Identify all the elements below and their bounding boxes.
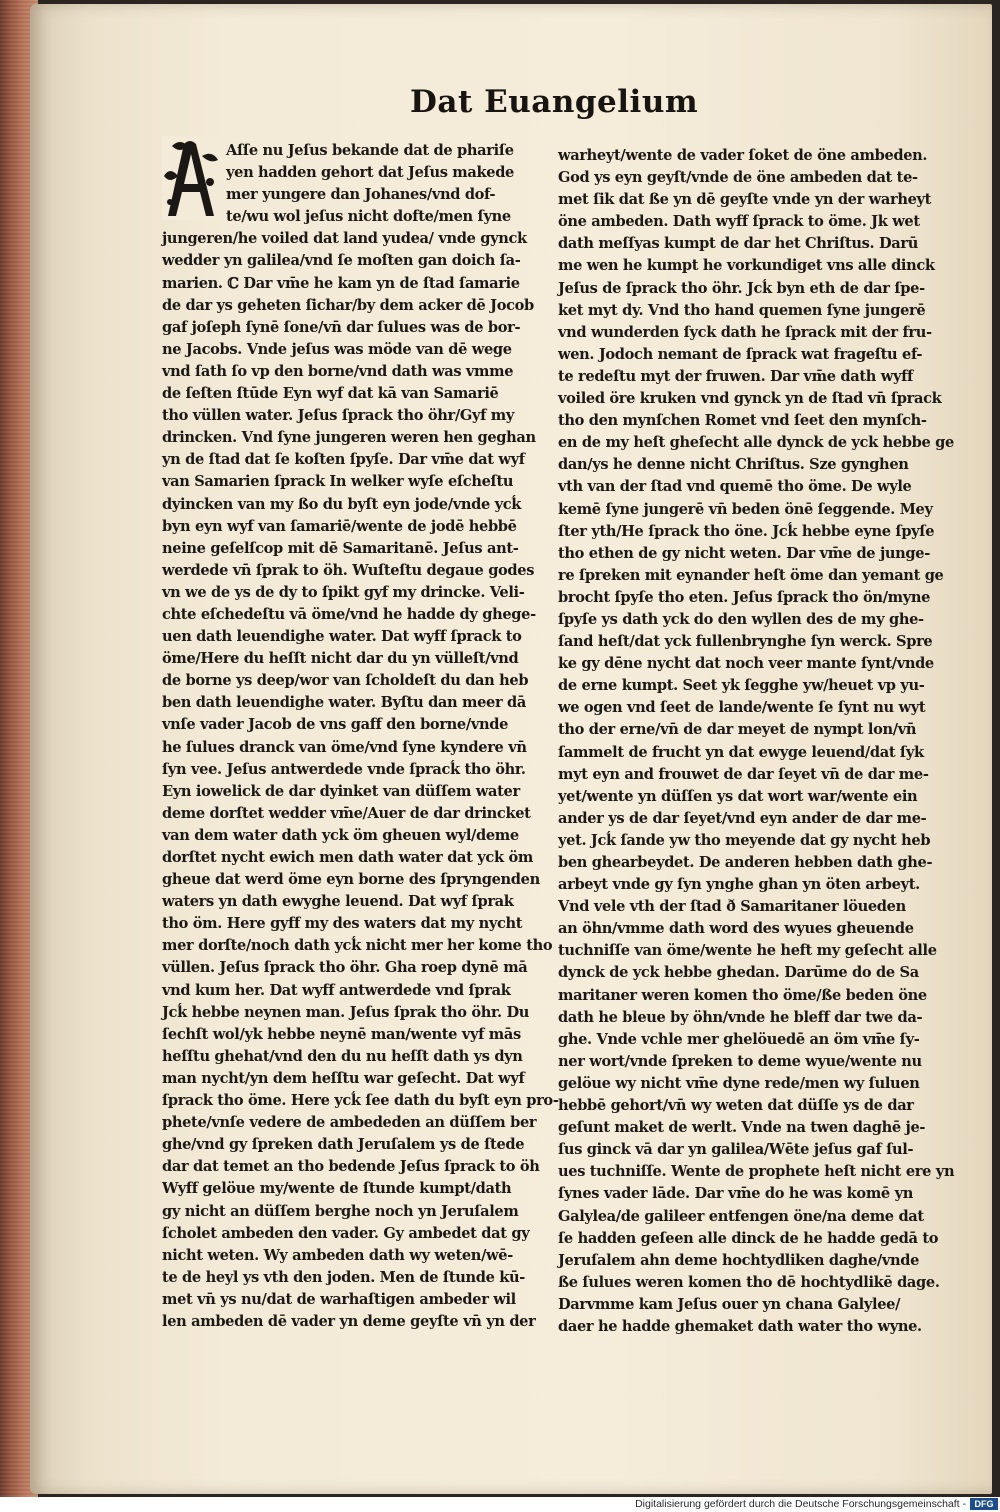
text-line: ſechſt wol/yk hebbe neynē man/wente vyf mās bbox=[162, 1025, 521, 1043]
text-line: len ambeden dē vader yn deme geyſte vn̄ yn der bbox=[162, 1312, 536, 1330]
text-line: Galylea/de galileer entfengen öne/na deme dat bbox=[558, 1207, 924, 1225]
digitization-footer bbox=[0, 1497, 1000, 1512]
text-line: met ſik dat ße yn dē geyſte vnde yn der warheyt bbox=[558, 191, 932, 209]
text-line: ſand heſt/dat yck fullenbrynghe ſyn werck. Spre bbox=[558, 633, 933, 651]
text-line: vüllen. Jeſus ſprack tho öhr. Gha roep dynē mā bbox=[162, 959, 528, 977]
text-line: marien. ℂ Dar vm̄e he kam yn de ſtad ſamarie bbox=[162, 274, 520, 292]
right-text-column bbox=[558, 145, 955, 1338]
text-line: Wyff gelöue my/wente de ſtunde kumpt/dath bbox=[162, 1180, 512, 1198]
text-line: yn de ſtad dat ſe koſten ſpyſe. Dar vm̄e dat wyf bbox=[162, 451, 525, 469]
text-line: arbeyt vnde gy ſyn ynghe ghan yn öten arbeyt. bbox=[558, 876, 920, 894]
text-line: dorſtet nycht ewich men dath water dat yck öm bbox=[162, 849, 533, 866]
text-line: maritaner weren komen tho öme/ße beden öne bbox=[558, 986, 927, 1004]
text-line: de borne ys deep/wor van ſcholdeſt du dan heb bbox=[162, 672, 529, 690]
running-head: Dat Euangelium bbox=[410, 84, 699, 120]
dfg-logo: DFG bbox=[970, 1498, 998, 1510]
text-line: ke gy dēne nycht dat noch veer mante ſynt/vnde bbox=[558, 655, 934, 673]
text-line: yet. Jcḱ ſande yw tho meyende dat gy nycht heb bbox=[558, 831, 931, 849]
text-line: geſunt maket de werlt. Vnde na twen daghē je- bbox=[558, 1119, 926, 1137]
text-line: dan/ys he denne nicht Chriſtus. Sze gynghen bbox=[558, 456, 909, 474]
text-line: Jcḱ hebbe neynen man. Jeſus ſprak tho öhr. Du bbox=[162, 1003, 530, 1021]
text-line: God ys eyn geyſt/vnde de öne ambeden dat te- bbox=[558, 169, 918, 187]
text-line: ße ſulues weren komen tho dē hochtydlikē dage. bbox=[558, 1273, 940, 1291]
text-line: de ſeſten ſtūde Eyn wyf dat kā van Samariē bbox=[162, 385, 499, 403]
text-line: Aſſe nu Jeſus bekande dat de phariſe bbox=[226, 142, 514, 159]
text-line: vnd wunderden ſyck dath he ſprack mit der fru- bbox=[558, 323, 932, 341]
text-line: we ogen vnd ſeet de lande/wente ſe ſynt nu wyt bbox=[558, 699, 926, 717]
text-line: he ſulues dranck van öme/vnd ſyne kyndere vn̄ bbox=[162, 738, 527, 756]
text-line: ſpyſe ys dath yck do den wyllen des de my ghe- bbox=[558, 610, 924, 628]
text-line: ander ys de dar ſeyet/vnd eyn ander de dar me- bbox=[558, 809, 927, 827]
text-line: brocht ſpyſe tho eten. Jeſus ſprack tho ön/myne bbox=[558, 588, 931, 606]
text-line: ſyn vee. Jeſus antwerdede vnde ſpracḱ tho öhr. bbox=[162, 760, 526, 778]
text-line: mer yungere dan Johanes/vnd dof- bbox=[226, 186, 496, 204]
text-line: warheyt/wente de vader ſoket de öne ambeden. bbox=[558, 147, 928, 164]
text-line: nicht weten. Wy ambeden dath wy weten/wē- bbox=[162, 1246, 513, 1264]
text-line: me wen he kumpt he vorkundiget vns alle dinck bbox=[558, 257, 935, 275]
text-line: vnd kum her. Dat wyff antwerdede vnd ſprak bbox=[162, 981, 511, 999]
text-line: ſus ginck vā dar yn galilea/Wēte jeſus gaf ſul- bbox=[558, 1141, 914, 1159]
text-line: myt eyn and frouwet de dar ſeyet vn̄ de dar me- bbox=[558, 765, 929, 783]
text-line: chte eſchedeſtu vā öme/vnd he hadde dy ghege- bbox=[162, 605, 536, 623]
text-line: van dem water dath yck öm gheuen wyl/deme bbox=[162, 826, 519, 844]
text-line: mer dorſte/noch dath ycḱ nicht mer her kome tho bbox=[162, 937, 553, 955]
text-line: gelöue wy nicht vm̄e dyne rede/men wy ſuluen bbox=[558, 1074, 920, 1092]
text-line: heſſtu ghehat/vnd den du nu heſſt dath ys dyn bbox=[162, 1047, 523, 1065]
text-line: tho öm. Here gyff my des waters dat my nycht bbox=[162, 915, 523, 933]
text-line: tho ethen de gy nicht weten. Dar vm̄e de junge- bbox=[558, 544, 930, 562]
text-line: ſprack tho öme. Here ycḱ ſee dath du byſt eyn pro- bbox=[162, 1092, 559, 1110]
text-line: byn eyn wyf van ſamariē/wente de jodē hebbē bbox=[162, 517, 517, 535]
text-line: ner wort/vnde ſpreken to deme wyue/wente nu bbox=[558, 1052, 922, 1070]
text-line: te de heyl ys vth den joden. Men de ſtunde kū- bbox=[162, 1268, 526, 1286]
text-line: ben ghearbeydet. De anderen hebben dath ghe- bbox=[558, 854, 933, 871]
text-line: ues tuchniſſe. Wente de prophete heſt nicht ere yn bbox=[558, 1163, 955, 1181]
text-line: ſynes vader lāde. Dar vm̄e do he was komē yn bbox=[558, 1185, 913, 1203]
text-line: met vn̄ ys nu/dat de warhaſtigen ambeder wil bbox=[162, 1290, 516, 1308]
text-line: van Samarien ſprack In welker wyſe eſcheſtu bbox=[162, 473, 514, 491]
text-line: re ſpreken mit eynander heſt öme dan yemant ge bbox=[558, 566, 944, 584]
text-line: daer he hadde ghemaket dath water tho wyne. bbox=[558, 1317, 922, 1335]
text-line: uen dath leuendighe water. Dat wyff ſprack to bbox=[162, 628, 522, 646]
text-line: ghe/vnd gy ſpreken dath Jeruſalem ys de ſtede bbox=[162, 1136, 525, 1154]
text-line: te redeſtu myt der fruwen. Dar vm̄e dath wyff bbox=[558, 367, 913, 385]
text-line: gaf joſeph ſynē ſone/vn̄ dar ſulues was de bor- bbox=[162, 318, 521, 336]
text-line: tho den mynſchen Romet vnd ſeet den mynſch- bbox=[558, 412, 927, 430]
text-line: dath meſſyas kumpt de dar het Chriſtus. Darū bbox=[558, 235, 918, 253]
text-line: tho vüllen water. Jeſus ſprack tho öhr/Gyf my bbox=[162, 407, 514, 425]
text-line: wedder yn galilea/vnd ſe moſten gan doich ſa- bbox=[162, 252, 521, 270]
text-line: tho der erne/vn̄ de dar meyet de nympt lon/vn̄ bbox=[558, 721, 917, 739]
text-line: ghe. Vnde vchle mer ghelöuedē an öm vm̄e ſy- bbox=[558, 1030, 920, 1048]
text-line: vnd ſath ſo vp den borne/vnd dath was vmme bbox=[162, 362, 514, 380]
text-line: drincken. Vnd ſyne jungeren weren hen geghan bbox=[162, 429, 536, 447]
text-line: dath he bleue by öhn/vnde he bleff dar twe da- bbox=[558, 1008, 923, 1026]
text-line: wen. Jodoch nemant de ſprack wat frageſtu ef- bbox=[558, 345, 923, 363]
text-line: gy nicht an düſſem berghe noch yn Jeruſalem bbox=[162, 1202, 519, 1220]
text-line: en de my heſt gheſecht alle dynck de yck hebbe ge bbox=[558, 434, 954, 452]
text-line: ſe hadden geſeen alle dinck de he hadde gedā to bbox=[558, 1229, 939, 1247]
text-line: ſcholet ambeden den vader. Gy ambedet dat gy bbox=[162, 1224, 530, 1242]
text-line: vth van der ſtad vnd quemē tho öme. De wyle bbox=[558, 478, 912, 496]
text-line: dynck de yck hebbe ghedan. Darūme do de Sa bbox=[558, 964, 919, 982]
text-line: tuchniſſe van öme/wente he heft my geſecht alle bbox=[558, 942, 937, 960]
text-line: ſter yth/He ſprack tho öne. Jcḱ hebbe eyne ſpyſe bbox=[558, 522, 935, 540]
text-line: vnſe vader Jacob de vns gaff den borne/vnde bbox=[162, 716, 509, 734]
text-line: Darvmme kam Jeſus ouer yn chana Galylee/ bbox=[558, 1295, 901, 1313]
text-line: te/wu wol jeſus nicht dofte/men ſyne bbox=[226, 208, 511, 226]
text-line: öne ambeden. Dath wyff ſprack to öme. Jk wet bbox=[558, 213, 920, 231]
text-line: ket myt dy. Vnd tho hand quemen ſyne jungerē bbox=[558, 301, 926, 319]
text-line: man nycht/yn dem heſſtu war geſecht. Dat wyf bbox=[162, 1069, 525, 1087]
text-line: neine geſelſcop mit dē Samaritanē. Jeſus ant- bbox=[162, 539, 519, 557]
text-line: ben dath leuendighe water. Byſtu dan meer dā bbox=[162, 694, 527, 712]
text-line: ſammelt de frucht yn dat ewyge leuend/dat ſyk bbox=[558, 743, 924, 761]
text-line: an öhn/vmme dath word des wyues gheuende bbox=[558, 920, 914, 938]
text-line: kemē ſyne jungerē vn̄ beden önē ſeggende. Mey bbox=[558, 500, 933, 518]
text-line: werdede vn̄ ſprak to öh. Wuſteſtu degaue godes bbox=[162, 561, 535, 579]
text-line: Eyn iowelick de dar dyinket van düſſem water bbox=[162, 782, 520, 800]
text-line: Jeſus de ſprack tho öhr. Jcḱ byn eth de dar ſpe- bbox=[558, 279, 925, 297]
text-line: phete/vnſe vedere de ambededen an düſſem ber bbox=[162, 1114, 537, 1132]
text-line: jungeren/he voiled dat land yudea/ vnde gynck bbox=[162, 230, 527, 248]
text-line: öme/Here du heſſt nicht dar du yn vülleſt/vnd bbox=[162, 650, 519, 668]
text-line: hebbē gehort/vn̄ wy weten dat düſſe ys de dar bbox=[558, 1097, 914, 1115]
text-line: gheue dat werd öme eyn borne des ſpryngenden bbox=[162, 871, 540, 889]
text-line: Jeruſalem ahn deme hochtydliken daghe/vnde bbox=[558, 1251, 920, 1269]
left-text-column bbox=[162, 140, 559, 1333]
text-line: deme dorſtet wedder vm̄e/Auer de dar drincket bbox=[162, 804, 531, 822]
text-line: yen hadden gehort dat Jeſus makede bbox=[226, 164, 514, 182]
text-line: dyincken van my ßo du byſt eyn jode/vnde ycḱ bbox=[162, 495, 522, 513]
decorated-initial-a bbox=[162, 136, 222, 220]
text-line: ne Jacobs. Vnde jeſus was möde van dē wege bbox=[162, 340, 512, 358]
text-line: de erne kumpt. Seet yk ſegghe yw/heuet vp yu- bbox=[558, 677, 925, 695]
text-line: dar dat temet an tho bedende Jeſus ſprack to öh bbox=[162, 1158, 540, 1176]
text-line: vn we de ys de dy to ſpikt gyf my drincke. Veli- bbox=[162, 583, 525, 601]
text-line: waters yn dath ewyghe leuend. Dat wyf ſprak bbox=[162, 893, 514, 911]
text-line: Vnd vele vth der ſtad ð Samaritaner löueden bbox=[558, 898, 906, 916]
text-line: de dar ys geheten ſichar/by dem acker dē Jocob bbox=[162, 296, 534, 314]
text-line: yet/wente yn düſſen ys dat wort war/wente ein bbox=[558, 787, 918, 805]
footer-credit: Digitalisierung gefördert durch die Deutsche Forschungsgemeinschaft - bbox=[635, 1498, 966, 1510]
text-line: voiled öre kruken vnd gynck yn de ſtad vn̄ ſprack bbox=[558, 390, 942, 408]
